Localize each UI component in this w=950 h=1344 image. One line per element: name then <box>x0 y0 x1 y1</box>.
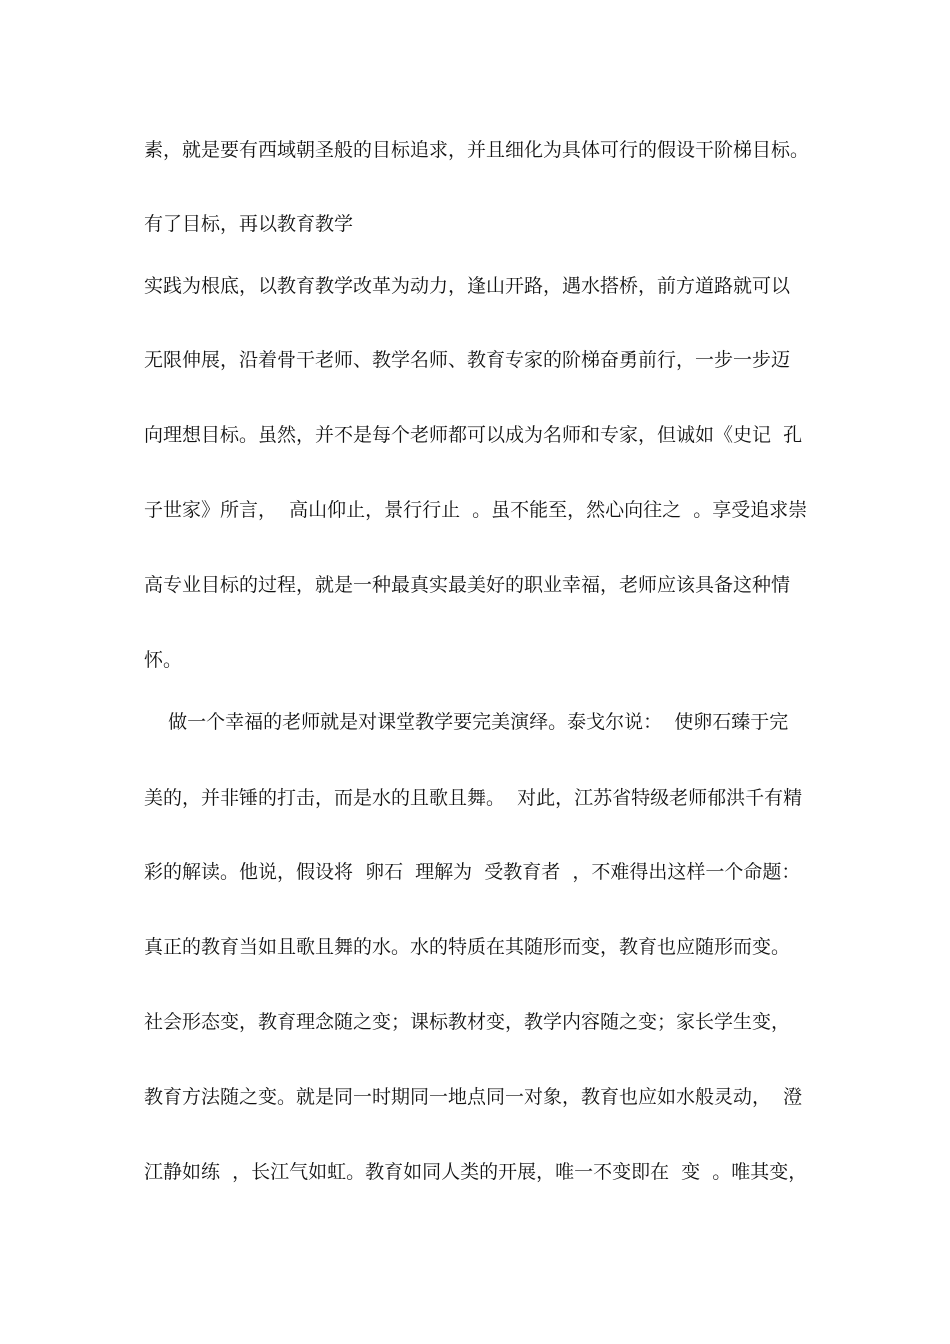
text-line: 做一个幸福的老师就是对课堂教学要完美演绎。泰戈尔说： 使卵石臻于完 <box>144 711 789 733</box>
text-line: 江静如练 ，长江气如虹。教育如同人类的开展，唯一不变即在 变 。唯其变， <box>144 1161 808 1183</box>
text-line: 有了目标，再以教育教学 <box>144 213 354 235</box>
text-line: 子世家》所言， 高山仰止，景行行止 。虽不能至，然心向往之 。享受追求崇 <box>144 499 808 521</box>
text-line: 彩的解读。他说，假设将 卵石 理解为 受教育者 ，不难得出这样一个命题： <box>144 861 801 883</box>
text-line: 教育方法随之变。就是同一时期同一地点同一对象，教育也应如水般灵动， 澄 <box>144 1086 803 1108</box>
text-line: 素，就是要有西域朝圣般的目标追求，并且细化为具体可行的假设干阶梯目标。 <box>144 139 810 161</box>
text-line: 美的，并非锤的打击，而是水的且歌且舞。 对此，江苏省特级老师郁洪千有精 <box>144 787 803 809</box>
text-line: 高专业目标的过程，就是一种最真实最美好的职业幸福，老师应该具备这种情 <box>144 574 791 596</box>
text-line: 真正的教育当如且歌且舞的水。水的特质在其随形而变，教育也应随形而变。 <box>144 936 791 958</box>
text-line: 无限伸展，沿着骨干老师、教学名师、教育专家的阶梯奋勇前行，一步一步迈 <box>144 349 791 371</box>
text-line: 怀。 <box>144 649 183 671</box>
text-line: 向理想目标。虽然，并不是每个老师都可以成为名师和专家，但诚如《史记 孔 <box>144 424 803 446</box>
text-line: 实践为根底，以教育教学改革为动力，逢山开路，遇水搭桥，前方道路就可以 <box>144 275 791 297</box>
text-line: 社会形态变，教育理念随之变；课标教材变，教学内容随之变；家长学生变， <box>144 1011 791 1033</box>
